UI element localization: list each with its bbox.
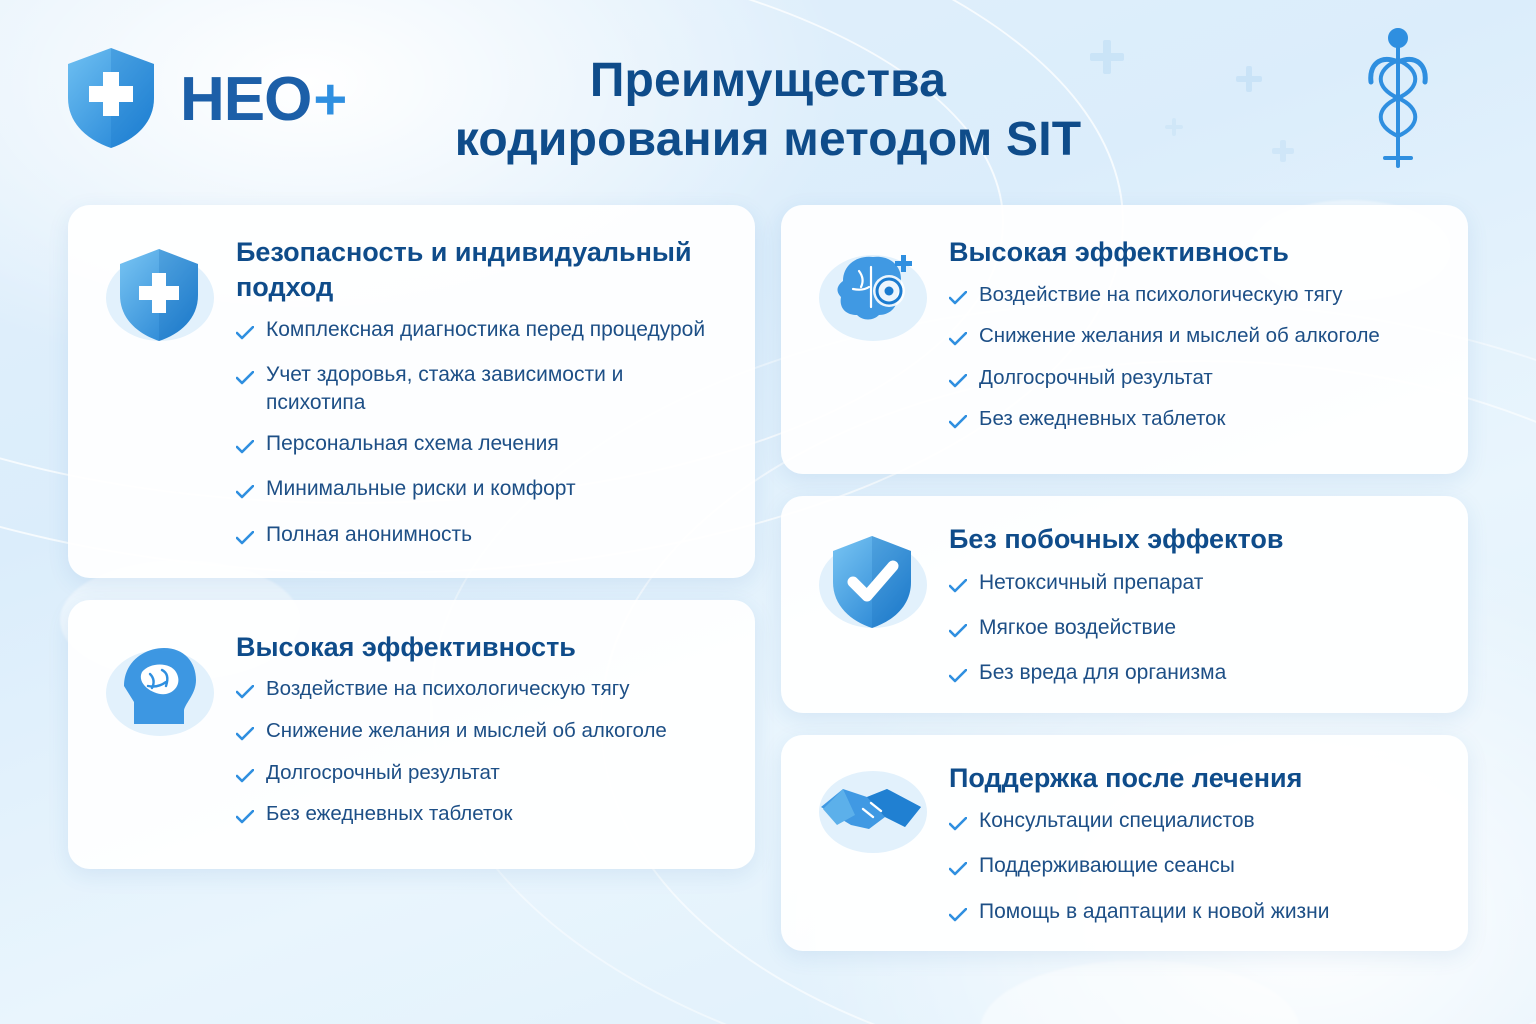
list-item bbox=[949, 282, 1438, 313]
list-item bbox=[949, 898, 1438, 929]
list-item bbox=[236, 475, 725, 506]
card-icon bbox=[809, 231, 935, 448]
list-item-label: Снижение желания и мыслей об алкоголе bbox=[979, 324, 1380, 348]
shield-check-icon bbox=[813, 524, 931, 642]
list-item bbox=[949, 406, 1438, 437]
list-item bbox=[236, 718, 725, 749]
head-brain-icon bbox=[100, 632, 218, 750]
card-title: Высокая эффективность bbox=[949, 237, 1289, 267]
list-item-label: Без ежедневных таблеток bbox=[979, 407, 1226, 431]
check-icon bbox=[949, 902, 967, 929]
list-item bbox=[949, 365, 1438, 396]
list-item-label: Без ежедневных таблеток bbox=[266, 802, 513, 826]
card-icon bbox=[96, 626, 222, 843]
card-support bbox=[781, 735, 1468, 951]
check-icon bbox=[236, 525, 254, 552]
card-body bbox=[236, 626, 725, 843]
check-icon bbox=[236, 680, 254, 707]
list-item bbox=[949, 569, 1438, 600]
page-title-line-1: Преимущества bbox=[589, 54, 947, 107]
list-item-label: Поддерживающие сеансы bbox=[979, 854, 1235, 878]
check-icon bbox=[949, 410, 967, 437]
card-title: Без побочных эффектов bbox=[949, 524, 1284, 555]
check-icon bbox=[236, 479, 254, 506]
list-item bbox=[236, 521, 725, 552]
list-item bbox=[949, 614, 1438, 645]
bullet-list bbox=[236, 316, 725, 552]
list-item-label: Консультации специалистов bbox=[979, 809, 1255, 833]
list-item-label: Персональная схема лечения bbox=[266, 431, 559, 455]
check-icon bbox=[949, 811, 967, 838]
poster-header bbox=[0, 0, 1536, 205]
page-title bbox=[0, 52, 1536, 169]
list-item-label: Нетоксичный препарат bbox=[979, 570, 1204, 594]
check-icon bbox=[236, 764, 254, 791]
check-icon bbox=[949, 573, 967, 600]
list-item bbox=[236, 361, 725, 416]
right-column bbox=[781, 205, 1468, 951]
card-efficiency-left bbox=[68, 600, 755, 869]
list-item-label: Воздействие на психологическую тягу bbox=[979, 282, 1343, 306]
list-item bbox=[949, 807, 1438, 838]
card-body bbox=[236, 231, 725, 552]
card-safety bbox=[68, 205, 755, 578]
list-item-label: Учет здоровья, стажа зависимости и психотипа bbox=[266, 363, 624, 414]
bullet-list bbox=[949, 569, 1438, 691]
caduceus-icon bbox=[1355, 26, 1441, 181]
list-item-label: Мягкое воздействие bbox=[979, 615, 1177, 639]
list-item bbox=[949, 659, 1438, 690]
check-icon bbox=[949, 327, 967, 354]
left-column bbox=[68, 205, 755, 951]
shield-cross-icon bbox=[100, 237, 218, 355]
decorative-blob bbox=[980, 960, 1300, 1024]
card-icon bbox=[96, 231, 222, 552]
list-item bbox=[949, 852, 1438, 883]
check-icon bbox=[949, 369, 967, 396]
cards-grid bbox=[0, 205, 1536, 951]
card-title: Высокая эффективность bbox=[236, 631, 576, 662]
card-title: Поддержка после лечения bbox=[949, 762, 1303, 793]
handshake-icon bbox=[813, 763, 931, 863]
list-item bbox=[236, 760, 725, 791]
bullet-list bbox=[949, 282, 1438, 438]
page-title-line-2: кодирования методом SIT bbox=[454, 112, 1082, 166]
list-item-label: Без вреда для организма bbox=[979, 661, 1227, 685]
brand-name: HEO + bbox=[180, 64, 347, 134]
card-body bbox=[949, 231, 1438, 448]
check-icon bbox=[949, 856, 967, 883]
list-item-label: Снижение желания и мыслей об алкоголе bbox=[266, 719, 667, 743]
card-no-side-effects bbox=[781, 496, 1468, 712]
check-icon bbox=[236, 320, 254, 347]
list-item bbox=[949, 323, 1438, 354]
check-icon bbox=[236, 722, 254, 749]
list-item-label: Полная анонимность bbox=[266, 522, 473, 546]
bullet-list bbox=[236, 676, 725, 832]
check-icon bbox=[949, 286, 967, 313]
card-icon bbox=[809, 757, 935, 929]
list-item-label: Долгосрочный результат bbox=[979, 365, 1213, 389]
list-item bbox=[236, 801, 725, 832]
check-icon bbox=[236, 365, 254, 392]
list-item-label: Комплексная диагностика перед процедурой bbox=[266, 318, 706, 342]
card-icon bbox=[809, 518, 935, 690]
list-item-label: Помощь в адаптации к новой жизни bbox=[979, 899, 1330, 923]
card-body bbox=[949, 757, 1438, 929]
list-item bbox=[236, 316, 725, 347]
card-efficiency-right bbox=[781, 205, 1468, 474]
check-icon bbox=[236, 805, 254, 832]
list-item-label: Воздействие на психологическую тягу bbox=[266, 677, 630, 701]
list-item bbox=[236, 430, 725, 461]
card-body bbox=[949, 518, 1438, 690]
list-item-label: Долгосрочный результат bbox=[266, 760, 500, 784]
bullet-list bbox=[949, 807, 1438, 929]
list-item bbox=[236, 676, 725, 707]
list-item-label: Минимальные риски и комфорт bbox=[266, 477, 576, 501]
card-title: Безопасность и индивидуальный подход bbox=[236, 237, 692, 302]
check-icon bbox=[949, 618, 967, 645]
check-icon bbox=[236, 434, 254, 461]
check-icon bbox=[949, 663, 967, 690]
brain-target-icon bbox=[813, 237, 931, 355]
